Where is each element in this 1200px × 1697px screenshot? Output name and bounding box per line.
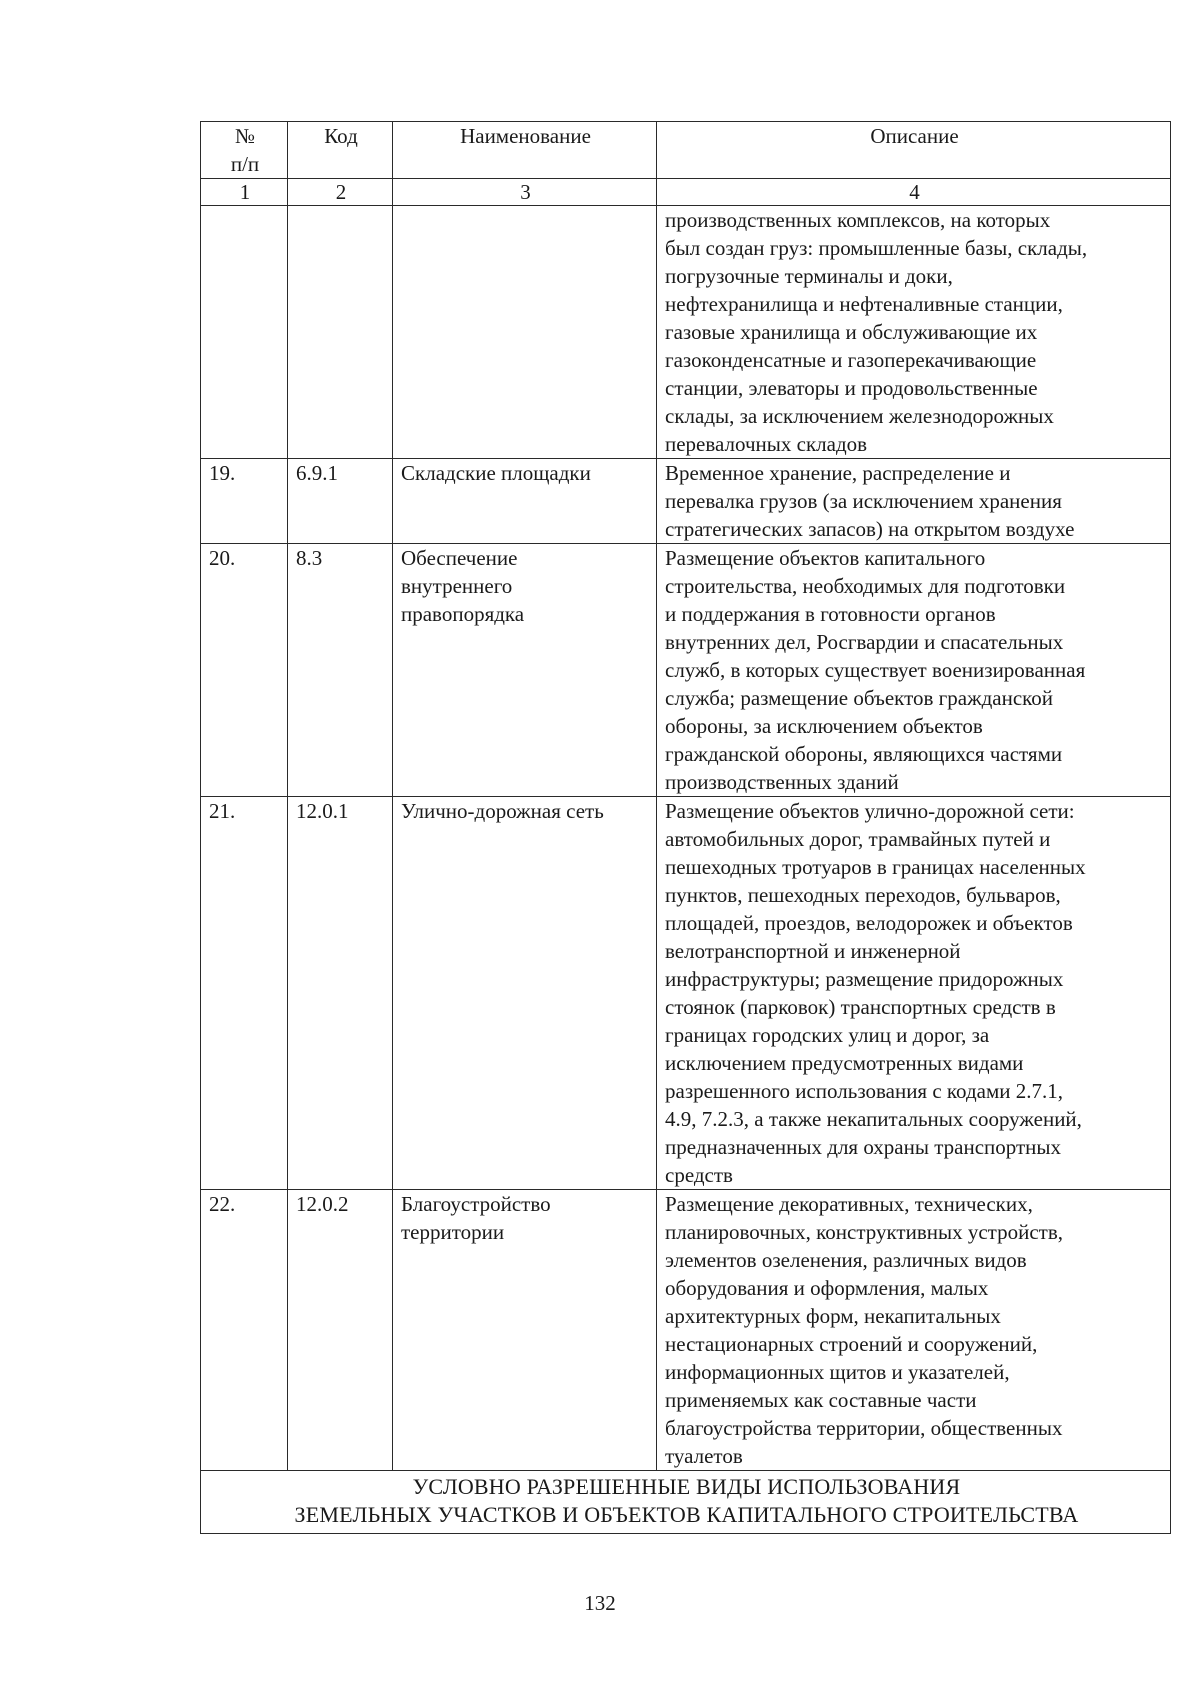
description-line: Временное хранение, распределение и — [665, 461, 1011, 485]
description-line: элементов озеленения, различных видов — [665, 1248, 1027, 1272]
description-line: 4.9, 7.2.3, а также некапитальных сооружений, — [665, 1107, 1082, 1131]
description-line: склады, за исключением железнодорожных — [665, 404, 1054, 428]
description-line: перевалочных складов — [665, 432, 868, 456]
table-row — [201, 459, 1171, 544]
description-line: был создан груз: промышленные базы, склады, — [665, 236, 1088, 260]
header-description: Описание — [657, 122, 1171, 179]
description-line: Размещение объектов улично-дорожной сети: — [665, 799, 1075, 823]
row-description — [657, 544, 1171, 797]
description-line: оборудования и оформления, малых — [665, 1276, 989, 1300]
name-line: правопорядка — [401, 602, 525, 626]
header-number-symbol: № — [234, 124, 256, 148]
header-number-abbr: п/п — [230, 152, 260, 176]
description-line: погрузочные терминалы и доки, — [665, 264, 953, 288]
row-code: 6.9.1 — [288, 459, 393, 544]
description-line: архитектурных форм, некапитальных — [665, 1304, 1001, 1328]
description-line: станции, элеваторы и продовольственные — [665, 376, 1038, 400]
description-line: исключением предусмотренных видами — [665, 1051, 1024, 1075]
description-line: благоустройства территории, общественных — [665, 1416, 1063, 1440]
table-row — [201, 1190, 1171, 1471]
description-line: разрешенного использования с кодами 2.7.1, — [665, 1079, 1063, 1103]
description-line: Размещение декоративных, технических, — [665, 1192, 1033, 1216]
description-line: пунктов, пешеходных переходов, бульваров, — [665, 883, 1061, 907]
name-line: Благоустройство — [401, 1192, 551, 1216]
row-number: 19. — [201, 459, 288, 544]
column-number: 2 — [288, 179, 393, 206]
row-description — [657, 459, 1171, 544]
description-line: Размещение объектов капитального — [665, 546, 986, 570]
row-description — [657, 1190, 1171, 1471]
description-line: площадей, проездов, велодорожек и объектов — [665, 911, 1073, 935]
description-line: производственных комплексов, на которых — [665, 208, 1051, 232]
description-line: и поддержания в готовности органов — [665, 602, 996, 626]
row-name: Улично-дорожная сеть — [393, 797, 657, 1190]
page-number: 132 — [584, 1591, 616, 1615]
description-line: перевалка грузов (за исключением хранения — [665, 489, 1062, 513]
table-row — [201, 206, 1171, 459]
description-line: газовые хранилища и обслуживающие их — [665, 320, 1038, 344]
row-number: 20. — [201, 544, 288, 797]
description-line: средств — [665, 1163, 733, 1187]
description-line: нефтехранилища и нефтеналивные станции, — [665, 292, 1063, 316]
column-number: 4 — [657, 179, 1171, 206]
header-name: Наименование — [393, 122, 657, 179]
row-description — [657, 797, 1171, 1190]
land-use-table — [200, 121, 1171, 1534]
table-row — [201, 797, 1171, 1190]
row-number: 22. — [201, 1190, 288, 1471]
description-line: служба; размещение объектов гражданской — [665, 686, 1054, 710]
section-heading — [201, 1471, 1171, 1534]
description-line: туалетов — [665, 1444, 743, 1468]
description-line: применяемых как составные части — [665, 1388, 977, 1412]
section-heading-row — [201, 1471, 1171, 1534]
description-line: информационных щитов и указателей, — [665, 1360, 1010, 1384]
description-line: предназначенных для охраны транспортных — [665, 1135, 1062, 1159]
header-code: Код — [288, 122, 393, 179]
header-number — [201, 122, 288, 179]
description-line: инфраструктуры; размещение придорожных — [665, 967, 1064, 991]
description-line: производственных зданий — [665, 770, 899, 794]
column-number: 1 — [201, 179, 288, 206]
row-name — [393, 544, 657, 797]
name-line: территории — [401, 1220, 505, 1244]
column-number-row — [201, 179, 1171, 206]
row-name — [393, 206, 657, 459]
table-row — [201, 544, 1171, 797]
row-name — [393, 1190, 657, 1471]
row-code: 12.0.2 — [288, 1190, 393, 1471]
description-line: велотранспортной и инженерной — [665, 939, 961, 963]
row-code — [288, 206, 393, 459]
row-description — [657, 206, 1171, 459]
name-line: внутреннего — [401, 574, 513, 598]
description-line: служб, в которых существует военизированная — [665, 658, 1086, 682]
description-line: газоконденсатные и газоперекачивающие — [665, 348, 1037, 372]
description-line: внутренних дел, Росгвардии и спасательных — [665, 630, 1064, 654]
row-code: 12.0.1 — [288, 797, 393, 1190]
description-line: автомобильных дорог, трамвайных путей и — [665, 827, 1051, 851]
description-line: пешеходных тротуаров в границах населенных — [665, 855, 1086, 879]
table-header-row — [201, 122, 1171, 179]
row-name: Складские площадки — [393, 459, 657, 544]
description-line: планировочных, конструктивных устройств, — [665, 1220, 1064, 1244]
name-line: Обеспечение — [401, 546, 518, 570]
description-line: границах городских улиц и дорог, за — [665, 1023, 990, 1047]
description-line: стоянок (парковок) транспортных средств в — [665, 995, 1056, 1019]
description-line: гражданской обороны, являющихся частями — [665, 742, 1063, 766]
description-line: строительства, необходимых для подготовки — [665, 574, 1066, 598]
column-number: 3 — [393, 179, 657, 206]
row-number — [201, 206, 288, 459]
description-line: нестационарных строений и сооружений, — [665, 1332, 1038, 1356]
row-number: 21. — [201, 797, 288, 1190]
section-heading-line: ЗЕМЕЛЬНЫХ УЧАСТКОВ И ОБЪЕКТОВ КАПИТАЛЬНОГО СТРОИТЕЛЬСТВА — [294, 1502, 1079, 1527]
section-heading-line: УСЛОВНО РАЗРЕШЕННЫЕ ВИДЫ ИСПОЛЬЗОВАНИЯ — [412, 1474, 961, 1499]
description-line: обороны, за исключением объектов — [665, 714, 983, 738]
description-line: стратегических запасов) на открытом воздухе — [665, 517, 1075, 541]
row-code: 8.3 — [288, 544, 393, 797]
